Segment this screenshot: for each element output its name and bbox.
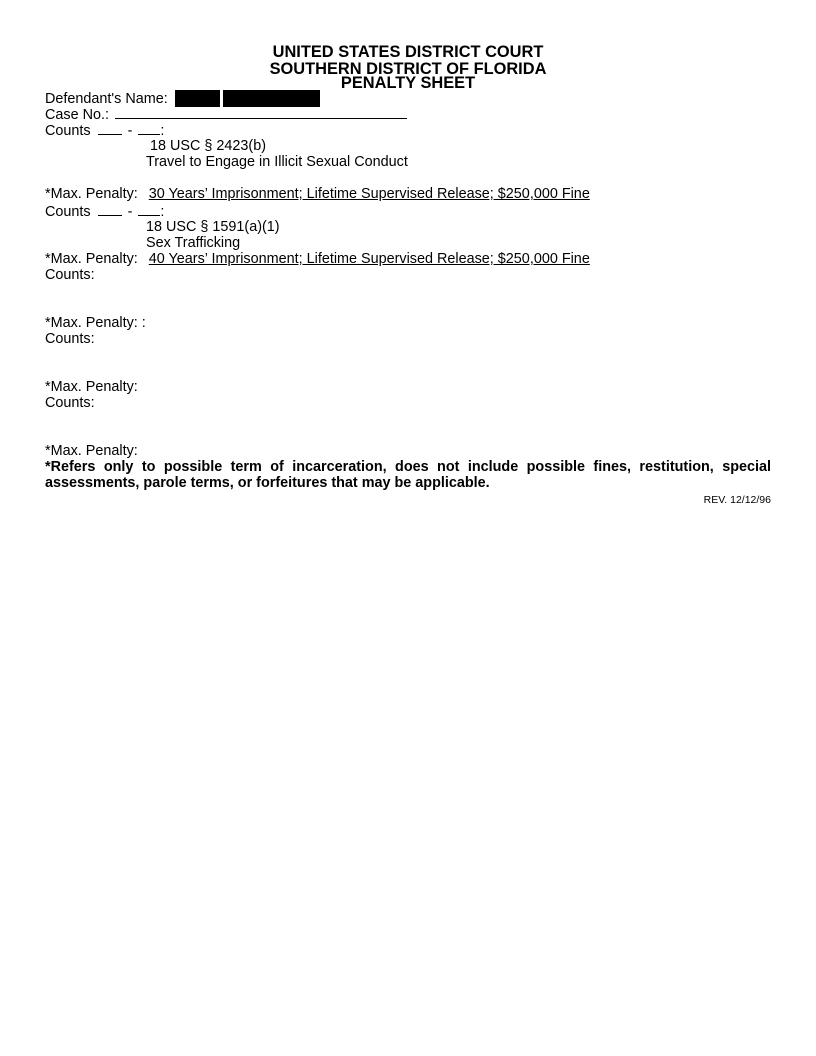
max-penalty-empty-1: *Max. Penalty: :	[45, 315, 146, 331]
count-to-blank	[138, 203, 160, 216]
statute-2: 18 USC § 1591(a)(1)	[146, 219, 280, 235]
counts-empty-1: Counts:	[45, 267, 95, 283]
counts-label: Counts	[45, 204, 91, 220]
defendant-name-row	[45, 90, 320, 107]
sheet-title: PENALTY SHEET	[340, 74, 476, 92]
defendant-name-label: Defendant's Name:	[45, 91, 168, 107]
count-from-blank	[98, 122, 122, 135]
count-colon: :	[160, 123, 165, 139]
max-penalty-label: *Max. Penalty:	[45, 186, 138, 202]
counts-row-2	[45, 203, 164, 220]
district-title: SOUTHERN DISTRICT OF FLORIDA	[269, 60, 547, 78]
max-penalty-row-2	[45, 251, 590, 267]
max-penalty-value: 30 Years’ Imprisonment; Lifetime Supervised Release; $250,000 Fine	[148, 186, 590, 202]
max-penalty-row-1	[45, 186, 590, 202]
redacted-last-name	[223, 90, 320, 107]
court-title: UNITED STATES DISTRICT COURT	[272, 43, 544, 61]
count-from-blank	[98, 203, 122, 216]
count-to-blank	[138, 122, 160, 135]
counts-empty-3: Counts:	[45, 395, 95, 411]
statute-1: 18 USC § 2423(b)	[150, 138, 266, 154]
max-penalty-value: 40 Years’ Imprisonment; Lifetime Supervised Release; $250,000 Fine	[148, 251, 590, 267]
counts-label: Counts	[45, 123, 91, 139]
count-dash: -	[127, 123, 133, 139]
max-penalty-empty-3: *Max. Penalty:	[45, 443, 138, 459]
count-dash: -	[127, 204, 133, 220]
case-number-row	[45, 106, 407, 123]
max-penalty-empty-2: *Max. Penalty:	[45, 379, 138, 395]
offense-2: Sex Trafficking	[146, 235, 241, 251]
max-penalty-label: *Max. Penalty:	[45, 251, 138, 267]
offense-1: Travel to Engage in Illicit Sexual Conduct	[146, 154, 408, 170]
counts-row-1	[45, 122, 164, 139]
case-number-label: Case No.:	[45, 107, 109, 123]
case-number-blank	[115, 106, 407, 119]
count-colon: :	[160, 204, 165, 220]
revision-date: REV. 12/12/96	[703, 494, 771, 506]
counts-empty-2: Counts:	[45, 331, 95, 347]
disclaimer-note: *Refers only to possible term of incarceration, does not include possible fines, restitution, special assessments, parole terms, or forfeitures that may be applicable.	[45, 459, 771, 491]
redacted-first-name	[175, 90, 220, 107]
